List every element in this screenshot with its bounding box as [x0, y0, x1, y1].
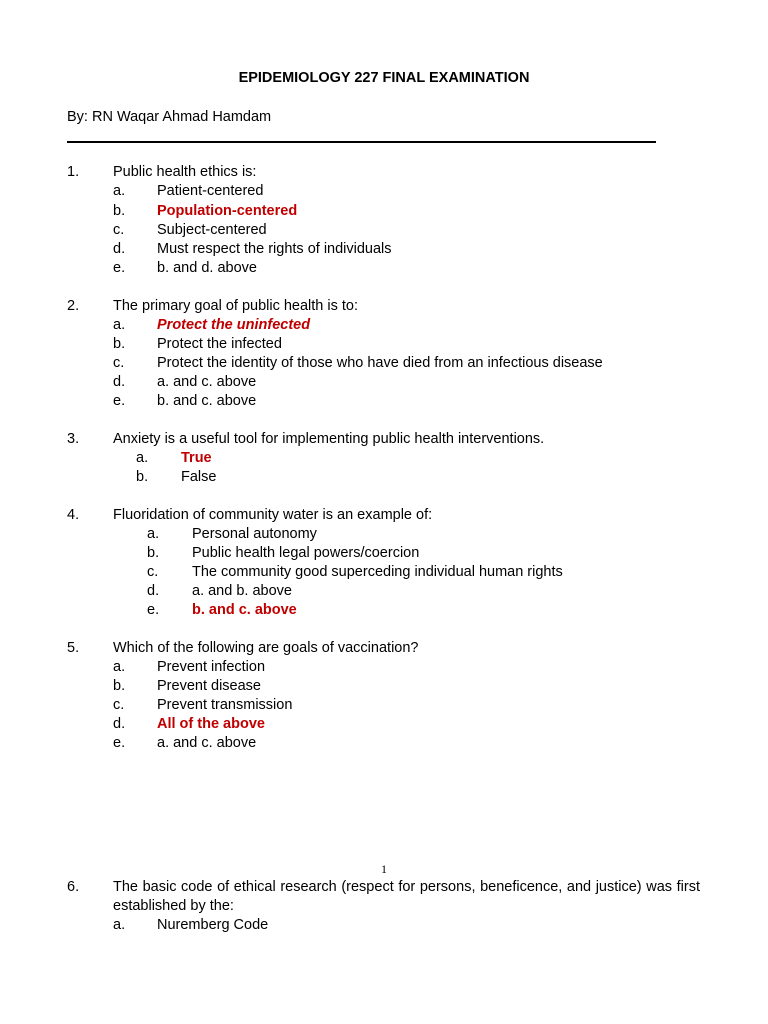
option-letter: b. — [147, 545, 160, 561]
option-text: a. and b. above — [192, 583, 292, 599]
question-text: Anxiety is a useful tool for implementing public health interventions. — [113, 431, 545, 447]
option-text: a. and c. above — [157, 374, 257, 390]
option-letter: c. — [113, 697, 125, 713]
option-letter: d. — [113, 374, 126, 390]
correct-answer-text: b. and c. above — [192, 602, 297, 618]
option-letter: d. — [113, 716, 126, 732]
option-text: b. and d. above — [157, 260, 257, 276]
option-letter: b. — [113, 336, 126, 352]
option-letter: b. — [113, 678, 126, 694]
option-letter: a. — [113, 659, 126, 675]
option-letter: a. — [147, 526, 160, 542]
option-text: Nuremberg Code — [157, 917, 269, 933]
question-number: 3. — [67, 431, 80, 447]
option-letter: d. — [147, 583, 160, 599]
correct-answer-text: True — [181, 450, 212, 466]
page-number: 1 — [381, 862, 387, 876]
question-number: 6. — [67, 879, 80, 895]
option-letter: a. — [136, 450, 149, 466]
option-text: Must respect the rights of individuals — [157, 241, 392, 257]
question-text: Public health ethics is: — [113, 164, 257, 180]
option-letter: b. — [136, 469, 149, 485]
option-text: Protect the identity of those who have died from an infectious disease — [157, 355, 603, 371]
question-text: Which of the following are goals of vaccination? — [113, 640, 419, 656]
option-text: a. and c. above — [157, 735, 257, 751]
option-text: Prevent disease — [157, 678, 261, 694]
option-letter: e. — [113, 735, 126, 751]
option-text: The community good superceding individual human rights — [192, 564, 563, 580]
option-text: Subject-centered — [157, 222, 267, 238]
question-text: The primary goal of public health is to: — [113, 298, 359, 314]
option-letter: e. — [113, 393, 126, 409]
option-text: Prevent infection — [157, 659, 266, 675]
option-letter: b. — [113, 203, 126, 219]
option-text: Prevent transmission — [157, 697, 293, 713]
option-letter: d. — [113, 241, 126, 257]
option-text: Public health legal powers/coercion — [192, 545, 420, 561]
option-letter: c. — [147, 564, 159, 580]
option-letter: e. — [113, 260, 126, 276]
correct-answer-text: Population-centered — [157, 203, 298, 219]
option-text: Personal autonomy — [192, 526, 317, 542]
correct-answer-text: Protect the uninfected — [157, 317, 311, 333]
question-number: 2. — [67, 298, 80, 314]
question-text: The basic code of ethical research (respect for persons, beneficence, and justice) was first established by the: — [113, 879, 700, 914]
author-line: By: RN Waqar Ahmad Hamdam — [67, 109, 272, 125]
option-letter: c. — [113, 355, 125, 371]
option-text: Protect the infected — [157, 336, 282, 352]
option-letter: e. — [147, 602, 160, 618]
horizontal-rule — [67, 141, 656, 143]
correct-answer-text: All of the above — [157, 716, 265, 732]
option-letter: c. — [113, 222, 125, 238]
option-letter: a. — [113, 317, 126, 333]
option-letter: a. — [113, 917, 126, 933]
question-number: 4. — [67, 507, 80, 523]
option-text: Patient-centered — [157, 183, 264, 199]
option-text: False — [181, 469, 217, 485]
question-number: 1. — [67, 164, 80, 180]
option-text: b. and c. above — [157, 393, 257, 409]
question-number: 5. — [67, 640, 80, 656]
option-letter: a. — [113, 183, 126, 199]
question-text: Fluoridation of community water is an example of: — [113, 507, 433, 523]
document-title: EPIDEMIOLOGY 227 FINAL EXAMINATION — [238, 70, 530, 86]
